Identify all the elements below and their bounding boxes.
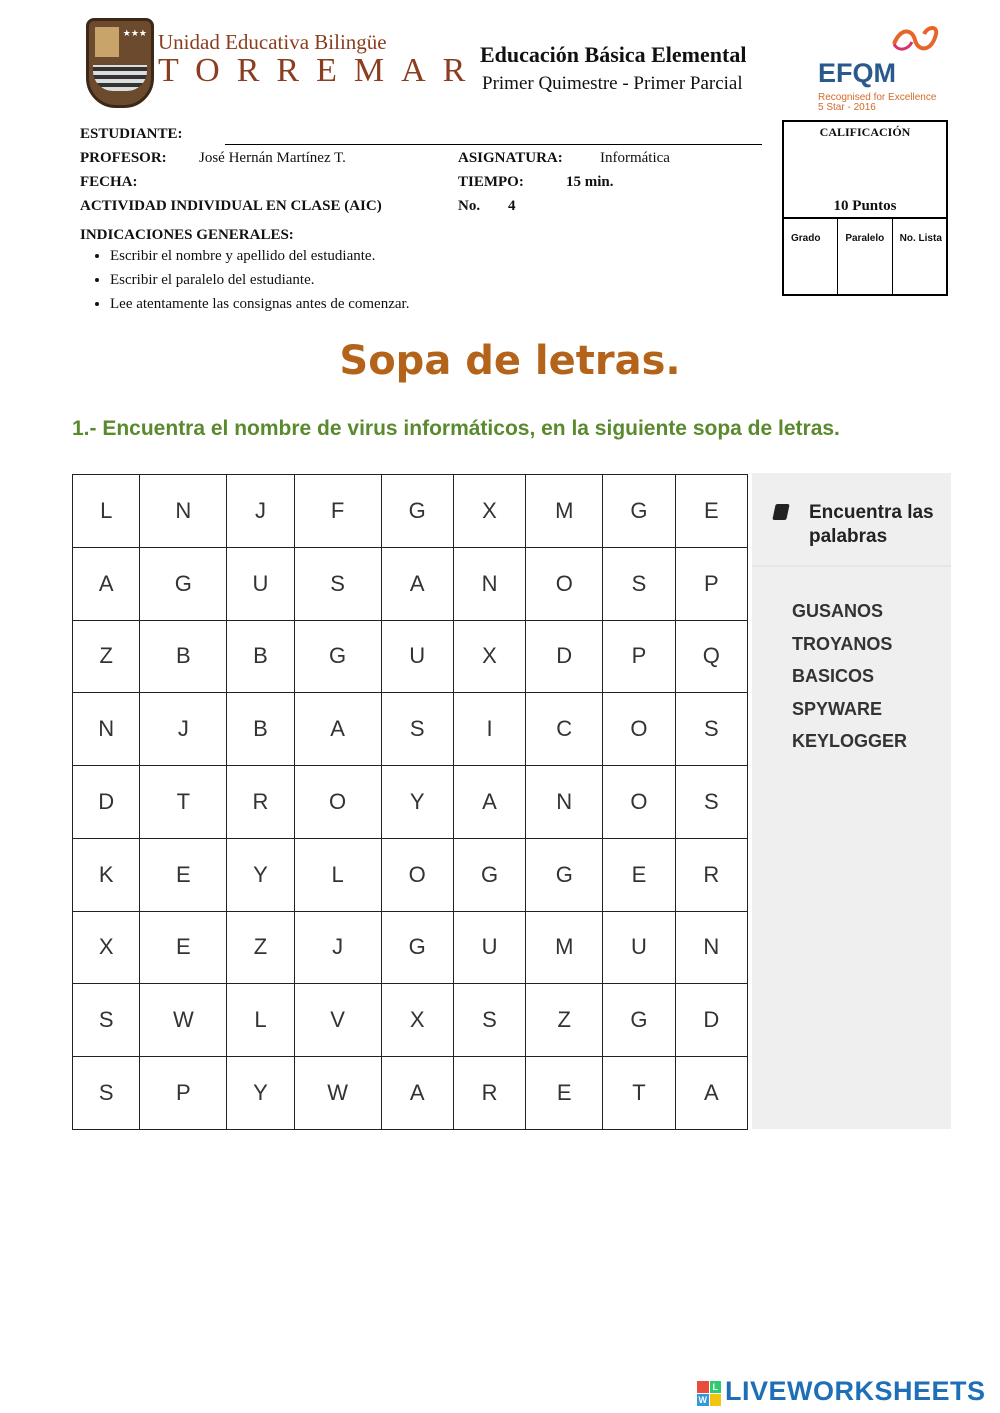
grid-cell[interactable]: G bbox=[603, 475, 675, 548]
grid-cell[interactable]: G bbox=[140, 547, 227, 620]
grid-cell[interactable]: E bbox=[140, 911, 227, 984]
grid-cell[interactable]: S bbox=[73, 1057, 140, 1130]
grid-cell[interactable]: F bbox=[294, 475, 381, 548]
grid-cell[interactable]: G bbox=[381, 911, 453, 984]
grid-cell[interactable]: C bbox=[526, 693, 603, 766]
grid-cell[interactable]: J bbox=[140, 693, 227, 766]
estudiante-line[interactable] bbox=[225, 144, 762, 145]
grid-cell[interactable]: R bbox=[675, 838, 747, 911]
grid-cell[interactable]: G bbox=[453, 838, 525, 911]
indicaciones-list bbox=[80, 248, 409, 320]
grade-col-lista[interactable]: No. Lista bbox=[899, 233, 942, 244]
grid-cell[interactable]: J bbox=[294, 911, 381, 984]
grid-cell[interactable]: U bbox=[603, 911, 675, 984]
grid-cell[interactable]: L bbox=[73, 475, 140, 548]
grid-cell[interactable]: A bbox=[294, 693, 381, 766]
grid-row bbox=[73, 911, 748, 984]
grid-cell[interactable]: A bbox=[381, 1057, 453, 1130]
grid-cell[interactable]: P bbox=[603, 620, 675, 693]
no-value: 4 bbox=[508, 198, 516, 214]
page-title: Sopa de letras. bbox=[339, 338, 681, 384]
grid-cell[interactable]: U bbox=[453, 911, 525, 984]
book-icon bbox=[772, 504, 789, 520]
word-list-title: Encuentra las palabras bbox=[809, 502, 934, 547]
grid-cell[interactable]: Y bbox=[227, 838, 294, 911]
grid-cell[interactable]: P bbox=[140, 1057, 227, 1130]
indicacion-item: • Escribir el paralelo del estudiante. bbox=[110, 272, 409, 296]
header-subtitle: Primer Quimestre - Primer Parcial bbox=[482, 73, 743, 94]
fecha-label: FECHA: bbox=[80, 174, 138, 190]
liveworksheets-logo-icon bbox=[697, 1381, 721, 1405]
grid-cell[interactable]: O bbox=[381, 838, 453, 911]
asignatura-label: ASIGNATURA: bbox=[458, 150, 563, 166]
grid-cell[interactable]: G bbox=[294, 620, 381, 693]
grid-cell[interactable]: V bbox=[294, 984, 381, 1057]
efqm-logo-icon bbox=[890, 24, 940, 56]
grid-cell[interactable]: A bbox=[453, 766, 525, 839]
indicacion-item: • Lee atentamente las consignas antes de comenzar. bbox=[110, 296, 409, 320]
grid-cell[interactable]: X bbox=[453, 620, 525, 693]
grid-cell[interactable]: U bbox=[227, 547, 294, 620]
grid-cell[interactable]: G bbox=[603, 984, 675, 1057]
tiempo-label: TIEMPO: bbox=[458, 174, 524, 190]
grid-cell[interactable]: N bbox=[675, 911, 747, 984]
efqm-year: 5 Star - 2016 bbox=[818, 102, 876, 113]
header-title: Educación Básica Elemental bbox=[480, 42, 747, 67]
grade-points: 10 Puntos bbox=[833, 198, 897, 214]
school-name: TORREMAR bbox=[158, 52, 483, 89]
grid-cell[interactable]: R bbox=[453, 1057, 525, 1130]
grid-cell[interactable]: S bbox=[294, 547, 381, 620]
profesor-label: PROFESOR: bbox=[80, 150, 167, 166]
grid-cell[interactable]: Z bbox=[526, 984, 603, 1057]
grid-cell[interactable]: A bbox=[675, 1057, 747, 1130]
word-list-header bbox=[752, 473, 951, 567]
grid-cell[interactable]: E bbox=[140, 838, 227, 911]
logo-letter: W bbox=[698, 1395, 707, 1405]
grid-cell[interactable]: I bbox=[453, 693, 525, 766]
grid-cell[interactable]: E bbox=[675, 475, 747, 548]
grid-cell[interactable]: S bbox=[381, 693, 453, 766]
grid-cell[interactable]: B bbox=[140, 620, 227, 693]
grid-cell[interactable]: N bbox=[526, 766, 603, 839]
grid-cell[interactable]: O bbox=[603, 766, 675, 839]
grid-row bbox=[73, 838, 748, 911]
grid-cell[interactable]: T bbox=[603, 1057, 675, 1130]
grid-cell[interactable]: S bbox=[603, 547, 675, 620]
grid-cell[interactable]: S bbox=[675, 766, 747, 839]
word-item: SPYWARE bbox=[792, 698, 883, 719]
grid-cell[interactable]: E bbox=[603, 838, 675, 911]
grid-cell[interactable]: Y bbox=[227, 1057, 294, 1130]
grid-cell[interactable]: Z bbox=[73, 620, 140, 693]
grid-row bbox=[73, 475, 748, 548]
grid-cell[interactable]: W bbox=[140, 984, 227, 1057]
grid-cell[interactable]: E bbox=[526, 1057, 603, 1130]
grid-cell[interactable]: A bbox=[73, 547, 140, 620]
word-list-panel bbox=[752, 473, 951, 1129]
instruction-text: 1.- Encuentra el nombre de virus informáticos, en la siguiente sopa de letras. bbox=[72, 417, 840, 440]
grid-cell[interactable]: M bbox=[526, 475, 603, 548]
grid-cell[interactable]: B bbox=[227, 693, 294, 766]
grid-cell[interactable]: W bbox=[294, 1057, 381, 1130]
word-item: TROYANOS bbox=[792, 633, 893, 654]
grid-row bbox=[73, 1057, 748, 1130]
grid-row bbox=[73, 984, 748, 1057]
efqm-logo-text: EFQM bbox=[818, 58, 896, 88]
word-search-grid bbox=[72, 474, 748, 1130]
grid-cell[interactable]: L bbox=[227, 984, 294, 1057]
asignatura-value: Informática bbox=[600, 150, 670, 166]
word-list bbox=[792, 601, 907, 764]
grade-col-grado[interactable]: Grado bbox=[784, 219, 838, 294]
grid-cell[interactable]: T bbox=[140, 766, 227, 839]
indicaciones-title: INDICACIONES GENERALES: bbox=[80, 227, 294, 243]
grid-cell[interactable]: Q bbox=[675, 620, 747, 693]
grid-cell[interactable]: Y bbox=[381, 766, 453, 839]
grid-cell[interactable]: N bbox=[140, 475, 227, 548]
grid-cell[interactable]: S bbox=[675, 693, 747, 766]
grid-cell[interactable]: D bbox=[526, 620, 603, 693]
grid-cell[interactable]: G bbox=[381, 475, 453, 548]
school-top-name: Unidad Educativa Bilingüe bbox=[158, 30, 387, 54]
grid-cell[interactable]: U bbox=[381, 620, 453, 693]
grid-cell[interactable]: D bbox=[73, 766, 140, 839]
grid-cell[interactable]: B bbox=[227, 620, 294, 693]
grid-row bbox=[73, 766, 748, 839]
estudiante-label: ESTUDIANTE: bbox=[80, 126, 183, 142]
grid-cell[interactable]: N bbox=[73, 693, 140, 766]
grid-cell[interactable]: J bbox=[227, 475, 294, 548]
grade-col-paralelo[interactable]: Paralelo bbox=[838, 219, 892, 294]
no-label: No. bbox=[458, 198, 481, 214]
liveworksheets-brand: LIVEWORKSHEETS bbox=[725, 1376, 986, 1406]
school-crest: ★★★ bbox=[86, 18, 154, 108]
grade-box bbox=[782, 120, 948, 296]
grid-cell[interactable]: O bbox=[526, 547, 603, 620]
word-item: BASICOS bbox=[792, 666, 875, 686]
tiempo-value: 15 min. bbox=[566, 174, 614, 190]
grid-cell[interactable]: R bbox=[227, 766, 294, 839]
grid-cell[interactable]: O bbox=[294, 766, 381, 839]
grid-row bbox=[73, 693, 748, 766]
grade-title: CALIFICACIÓN bbox=[819, 125, 911, 139]
grid-cell[interactable]: S bbox=[453, 984, 525, 1057]
indicacion-item: • Escribir el nombre y apellido del estudiante. bbox=[110, 248, 409, 272]
logo-letter: L bbox=[710, 1381, 722, 1393]
grid-cell[interactable]: A bbox=[381, 547, 453, 620]
grid-cell[interactable]: K bbox=[73, 838, 140, 911]
word-item: KEYLOGGER bbox=[792, 731, 908, 751]
profesor-value: José Hernán Martínez T. bbox=[199, 150, 346, 166]
actividad-label: ACTIVIDAD INDIVIDUAL EN CLASE (AIC) bbox=[80, 198, 382, 214]
grid-cell[interactable]: X bbox=[73, 911, 140, 984]
grid-cell[interactable]: O bbox=[603, 693, 675, 766]
grid-cell[interactable]: X bbox=[381, 984, 453, 1057]
grid-cell[interactable]: D bbox=[675, 984, 747, 1057]
word-item: GUSANOS bbox=[792, 601, 884, 621]
grid-cell[interactable]: P bbox=[675, 547, 747, 620]
grid-cell[interactable]: L bbox=[294, 838, 381, 911]
grid-cell[interactable]: G bbox=[526, 838, 603, 911]
efqm-recognition: Recognised for Excellence bbox=[818, 92, 937, 103]
grid-cell[interactable]: S bbox=[73, 984, 140, 1057]
grid-cell[interactable]: Z bbox=[227, 911, 294, 984]
grid-row bbox=[73, 547, 748, 620]
grid-cell[interactable]: N bbox=[453, 547, 525, 620]
grid-row bbox=[73, 620, 748, 693]
grid-cell[interactable]: X bbox=[453, 475, 525, 548]
grid-cell[interactable]: M bbox=[526, 911, 603, 984]
